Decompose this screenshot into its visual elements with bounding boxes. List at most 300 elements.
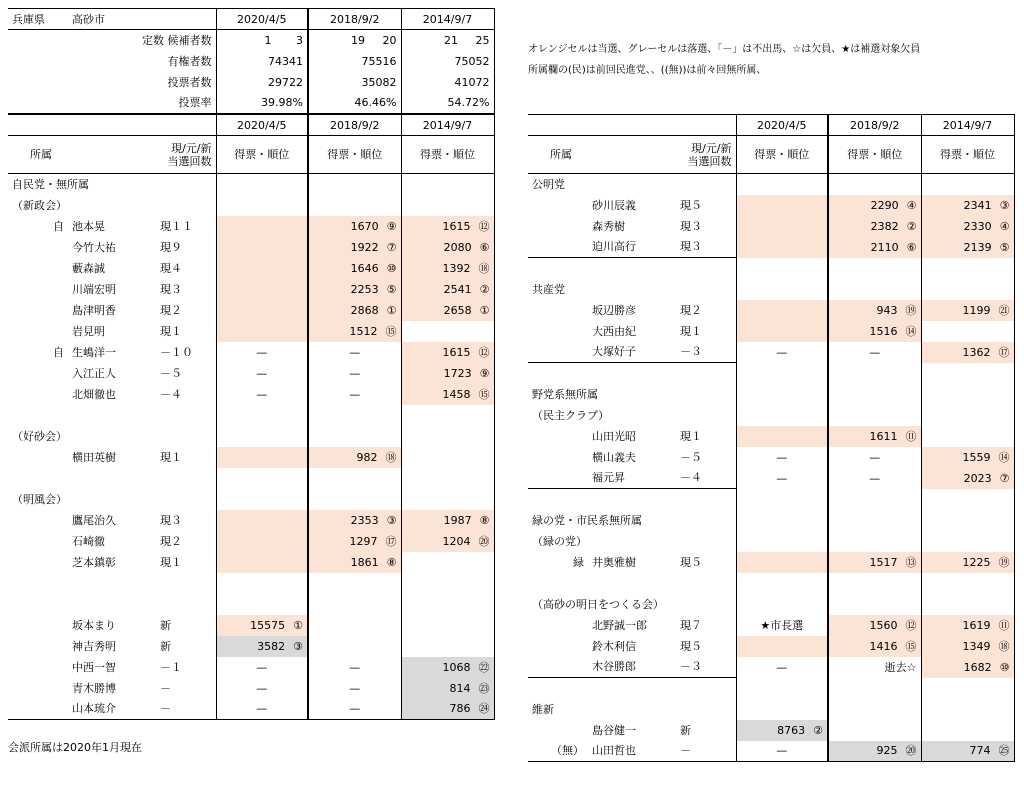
vote-cell <box>921 258 1014 279</box>
vote-cell <box>736 195 828 216</box>
vote-cell <box>308 615 401 636</box>
blank-row <box>528 489 1014 510</box>
candidate-name: 入江正人 <box>72 366 116 380</box>
vote-count: 786 <box>449 702 471 716</box>
rank-badge: ⑥ <box>479 240 490 254</box>
vote-cell <box>736 552 828 573</box>
candidate-status: 現１ <box>680 429 702 443</box>
summary-value: 21 25 <box>401 30 494 51</box>
candidate-prefix <box>8 531 68 552</box>
blank-row <box>528 258 1014 279</box>
candidate-row <box>528 720 1014 741</box>
vote-cell: — <box>216 363 308 384</box>
candidate-prefix <box>528 615 588 636</box>
vote-cell <box>921 489 1014 510</box>
vote-cell <box>921 720 1014 741</box>
vote-count: 2080 <box>443 240 472 254</box>
vote-count: 1349 <box>962 639 991 653</box>
candidate-prefix <box>8 657 68 678</box>
candidate-row <box>8 363 494 384</box>
candidate-row <box>528 636 1014 657</box>
vote-count: 1987 <box>443 513 472 527</box>
candidate-row <box>8 636 494 657</box>
vote-cell: — <box>216 384 308 405</box>
candidate-name: 中西一智 <box>72 660 116 674</box>
vote-cell: — <box>828 468 921 489</box>
candidate-row <box>528 552 1014 573</box>
candidate-status: 現９ <box>160 240 182 254</box>
vote-cell <box>216 174 308 195</box>
group-label: （高砂の明日をつくる会） <box>532 597 664 611</box>
vote-cell <box>216 636 308 657</box>
votes-header: 得票・順位 <box>308 136 401 174</box>
vote-cell <box>401 216 494 237</box>
summary-value: 46.46% <box>308 93 401 114</box>
vote-cell <box>736 363 828 384</box>
candidate-name: 石崎徹 <box>72 534 105 548</box>
vote-cell <box>401 573 494 594</box>
candidate-status: 現１ <box>160 555 182 569</box>
vote-count: 982 <box>356 450 378 464</box>
candidate-prefix <box>8 279 68 300</box>
rank-badge: ⑥ <box>906 240 917 254</box>
candidate-name: 川端宏明 <box>72 282 116 296</box>
candidate-status: 現５ <box>680 198 702 212</box>
votes-header: 得票・順位 <box>216 136 308 174</box>
candidate-name: 鈴木利信 <box>592 639 636 653</box>
candidate-prefix <box>528 447 588 468</box>
candidate-status: 現３ <box>160 282 182 296</box>
affil-header: 所属 <box>528 136 588 174</box>
vote-cell <box>308 279 401 300</box>
vote-count: 1512 <box>349 324 378 338</box>
candidate-prefix <box>8 615 68 636</box>
summary-value: 54.72% <box>401 93 494 114</box>
vote-cell <box>308 447 401 468</box>
vote-cell <box>828 216 921 237</box>
vote-cell <box>921 195 1014 216</box>
candidate-prefix: 自 <box>53 219 64 233</box>
candidate-name: 大塚好子 <box>592 345 636 359</box>
vote-cell: — <box>308 657 401 678</box>
vote-cell <box>216 258 308 279</box>
candidate-prefix <box>528 468 588 489</box>
vote-cell <box>216 279 308 300</box>
candidate-prefix <box>8 300 68 321</box>
vote-cell <box>736 216 828 237</box>
results-table-left <box>8 114 495 720</box>
votes-header: 得票・順位 <box>736 136 828 174</box>
rank-badge: ③ <box>999 198 1010 212</box>
vote-count: 2341 <box>963 198 992 212</box>
candidate-row <box>8 447 494 468</box>
vote-count: 1922 <box>350 240 379 254</box>
header-cell <box>68 115 156 136</box>
vote-cell <box>216 594 308 615</box>
vote-cell: — <box>308 342 401 363</box>
blank-cell <box>528 258 736 279</box>
candidate-status: 現５ <box>680 639 702 653</box>
candidate-name: 坂辺勝彦 <box>592 303 636 317</box>
vote-cell <box>401 447 494 468</box>
group-row <box>8 195 494 216</box>
rank-badge: ⑬ <box>905 555 917 569</box>
vote-cell <box>921 510 1014 531</box>
vote-cell <box>308 552 401 573</box>
vote-cell <box>308 195 401 216</box>
vote-cell <box>216 405 308 426</box>
rank-badge: ③ <box>293 639 303 653</box>
vote-count: 1723 <box>443 366 472 380</box>
group-label: 自民党・無所属 <box>12 177 89 191</box>
candidate-prefix <box>8 699 68 720</box>
candidate-name: 神吉秀明 <box>72 639 116 653</box>
vote-count: 1861 <box>350 555 379 569</box>
blank-cell <box>8 468 216 489</box>
vote-cell: — <box>828 342 921 363</box>
vote-count: 1560 <box>869 618 898 632</box>
vote-cell <box>401 342 494 363</box>
vote-cell <box>828 573 921 594</box>
vote-cell: ★市長選 <box>736 615 828 636</box>
candidate-row <box>528 300 1014 321</box>
candidate-status: －３ <box>680 345 702 359</box>
vote-cell <box>736 510 828 531</box>
group-label: 維新 <box>532 702 554 716</box>
candidate-name: 生嶋洋一 <box>72 345 116 359</box>
rank-badge: ㉔ <box>478 702 490 716</box>
candidate-prefix <box>528 342 588 363</box>
vote-cell <box>736 321 828 342</box>
blank-row <box>528 678 1014 699</box>
vote-cell <box>401 489 494 510</box>
candidate-prefix <box>528 195 588 216</box>
vote-cell <box>308 174 401 195</box>
date-header: 2014/9/7 <box>921 115 1014 136</box>
rank-badge: ⑦ <box>386 240 397 254</box>
candidate-name: 森秀樹 <box>592 219 625 233</box>
vote-cell: — <box>216 699 308 720</box>
vote-cell <box>401 552 494 573</box>
summary-value: 35082 <box>308 72 401 93</box>
blank-cell <box>528 489 736 510</box>
blank-cell <box>8 405 216 426</box>
vote-cell <box>401 279 494 300</box>
group-label: （新政会） <box>12 198 67 212</box>
rank-badge: ⑨ <box>479 366 490 380</box>
candidate-row <box>528 321 1014 342</box>
candidate-prefix: 緑 <box>573 555 584 569</box>
candidate-row <box>8 615 494 636</box>
date-2014: 2014/9/7 <box>401 9 494 30</box>
candidate-row <box>8 531 494 552</box>
vote-cell <box>308 405 401 426</box>
rank-badge: ⑩ <box>386 261 397 275</box>
rank-badge: ⑤ <box>386 282 397 296</box>
rank-badge: ㉓ <box>478 681 490 695</box>
vote-cell <box>921 552 1014 573</box>
vote-cell: — <box>736 468 828 489</box>
vote-cell <box>921 216 1014 237</box>
group-label: 野党系無所属 <box>532 387 598 401</box>
vote-cell <box>401 531 494 552</box>
summary-value: 19 20 <box>308 30 401 51</box>
header-row-labels <box>8 136 494 174</box>
vote-count: 1225 <box>962 555 991 569</box>
rank-badge: ⑱ <box>998 639 1010 653</box>
date-header: 2020/4/5 <box>736 115 828 136</box>
legend-note: オレンジセルは当選、グレーセルは落選、「－」は不出馬、☆は欠員、★は補選対象欠員 <box>528 44 921 55</box>
summary-label: 有権者数 <box>167 54 212 68</box>
vote-cell <box>921 174 1014 195</box>
vote-cell <box>921 447 1014 468</box>
vote-cell <box>216 237 308 258</box>
summary-value: 1 3 <box>216 30 308 51</box>
vote-cell: — <box>308 363 401 384</box>
candidate-prefix <box>528 300 588 321</box>
vote-count: 1458 <box>442 387 471 401</box>
vote-count: 1516 <box>869 324 898 338</box>
candidate-status: 現１１ <box>160 219 193 233</box>
blank-cell <box>8 594 216 615</box>
vote-count: 3582 <box>257 639 286 653</box>
vote-cell: — <box>308 384 401 405</box>
vote-cell: — <box>736 741 828 762</box>
candidate-status: －５ <box>680 450 702 464</box>
summary-value: 74341 <box>216 51 308 72</box>
rank-badge: ㉕ <box>998 744 1010 758</box>
results-table-right <box>528 114 1015 762</box>
candidate-row <box>8 237 494 258</box>
vote-cell <box>736 426 828 447</box>
candidate-row <box>528 426 1014 447</box>
summary-value: 75052 <box>401 51 494 72</box>
vote-cell <box>401 699 494 720</box>
vote-cell <box>308 426 401 447</box>
candidate-name: 青木勝博 <box>72 681 116 695</box>
candidate-row <box>8 699 494 720</box>
rank-badge: ① <box>479 303 490 317</box>
blank-row <box>8 594 494 615</box>
rank-badge: ③ <box>386 513 397 527</box>
header-row-labels <box>528 136 1014 174</box>
candidate-row <box>8 300 494 321</box>
candidate-status: 現７ <box>680 618 702 632</box>
legend-note: 所属欄の(民)は前回民進党、、((無))は前々回無所属、 <box>528 65 767 76</box>
vote-cell <box>401 321 494 342</box>
vote-cell: — <box>736 447 828 468</box>
candidate-status: 現２ <box>680 303 702 317</box>
group-row <box>528 279 1014 300</box>
vote-cell <box>216 426 308 447</box>
status-header: 現/元/新 当選回数 <box>156 136 216 174</box>
vote-cell <box>308 216 401 237</box>
vote-cell <box>828 678 921 699</box>
vote-cell <box>828 594 921 615</box>
candidate-prefix <box>528 237 588 258</box>
vote-count: 1416 <box>869 639 898 653</box>
candidate-row <box>8 342 494 363</box>
candidate-status: －１０ <box>160 345 193 359</box>
vote-count: 1611 <box>869 429 898 443</box>
vote-cell <box>216 216 308 237</box>
vote-cell <box>216 300 308 321</box>
candidate-status: 現１ <box>680 324 702 338</box>
vote-count: 1362 <box>962 345 991 359</box>
header-cell <box>588 115 676 136</box>
vote-cell <box>401 657 494 678</box>
vote-cell <box>308 594 401 615</box>
blank-cell <box>8 573 216 594</box>
vote-cell: — <box>216 678 308 699</box>
rank-badge: ⑫ <box>905 618 917 632</box>
vote-cell <box>216 489 308 510</box>
candidate-row <box>8 657 494 678</box>
rank-badge: ④ <box>906 198 917 212</box>
summary-label: 投票率 <box>68 93 216 114</box>
rank-badge: ⑦ <box>999 471 1010 485</box>
group-row <box>528 174 1014 195</box>
candidate-name: 芝本鎮彰 <box>72 555 116 569</box>
vote-cell <box>828 258 921 279</box>
vote-cell <box>828 384 921 405</box>
vote-count: 1517 <box>869 555 898 569</box>
vote-cell <box>401 384 494 405</box>
vote-cell: — <box>828 447 921 468</box>
candidate-row <box>8 321 494 342</box>
candidate-prefix: 自 <box>53 345 64 359</box>
rank-badge: ⑧ <box>386 555 397 569</box>
votes-header: 得票・順位 <box>828 136 921 174</box>
vote-cell <box>921 426 1014 447</box>
vote-cell <box>921 615 1014 636</box>
vote-count: 1646 <box>350 261 379 275</box>
rank-badge: ⑳ <box>905 744 917 758</box>
group-row <box>8 426 494 447</box>
rank-badge: ② <box>906 219 917 233</box>
vote-cell <box>308 573 401 594</box>
candidate-name: 福元昇 <box>592 471 625 485</box>
candidate-row <box>528 342 1014 363</box>
vote-cell <box>736 678 828 699</box>
vote-cell <box>828 363 921 384</box>
candidate-prefix <box>8 510 68 531</box>
candidate-status: 現１ <box>160 324 182 338</box>
candidate-row <box>528 216 1014 237</box>
rank-badge: ⑪ <box>998 618 1010 632</box>
vote-cell <box>921 279 1014 300</box>
rank-badge: ② <box>813 723 823 737</box>
vote-count: 1559 <box>962 450 991 464</box>
candidate-name: 北畑徹也 <box>72 387 116 401</box>
candidate-status: 現３ <box>160 513 182 527</box>
candidate-row <box>8 384 494 405</box>
vote-cell <box>216 615 308 636</box>
vote-count: 774 <box>969 744 991 758</box>
candidate-name: 井奥雅樹 <box>592 555 636 569</box>
candidate-name: 坂本まり <box>72 618 116 632</box>
vote-count: 8763 <box>777 723 806 737</box>
candidate-prefix <box>8 552 68 573</box>
vote-cell <box>828 321 921 342</box>
candidate-status: －１ <box>160 660 182 674</box>
vote-cell <box>308 636 401 657</box>
date-header: 2018/9/2 <box>828 115 921 136</box>
vote-count: 2023 <box>963 471 992 485</box>
summary-label: 投票者数 <box>167 75 212 89</box>
header-cell <box>68 136 156 174</box>
vote-cell <box>921 699 1014 720</box>
vote-cell <box>828 237 921 258</box>
vote-cell: — <box>216 342 308 363</box>
vote-count: 2541 <box>443 282 472 296</box>
blank-row <box>8 573 494 594</box>
candidate-status: 新 <box>680 723 691 737</box>
vote-count: 1392 <box>442 261 471 275</box>
vote-cell <box>308 237 401 258</box>
vote-cell <box>828 279 921 300</box>
candidate-prefix <box>8 363 68 384</box>
candidate-row <box>528 195 1014 216</box>
group-row <box>528 405 1014 426</box>
date-2018: 2018/9/2 <box>308 9 401 30</box>
vote-cell <box>216 573 308 594</box>
vote-cell <box>736 384 828 405</box>
vote-cell <box>921 384 1014 405</box>
rank-badge: ⑮ <box>385 324 397 338</box>
group-row <box>528 384 1014 405</box>
group-label: 共産党 <box>532 282 565 296</box>
vote-count: 2658 <box>443 303 472 317</box>
candidate-name: 砂川辰義 <box>592 198 636 212</box>
candidate-status: 新 <box>160 639 171 653</box>
group-row <box>8 174 494 195</box>
candidate-row <box>8 678 494 699</box>
candidate-prefix <box>528 216 588 237</box>
vote-count: 943 <box>876 303 898 317</box>
candidate-prefix <box>528 657 588 678</box>
vote-cell <box>308 300 401 321</box>
rank-badge: ⑧ <box>479 513 490 527</box>
vote-count: 1199 <box>962 303 991 317</box>
vote-cell <box>401 300 494 321</box>
candidate-status: 現４ <box>160 261 182 275</box>
vote-count: 2353 <box>350 513 379 527</box>
vote-cell <box>828 552 921 573</box>
header-row-dates <box>528 115 1014 136</box>
rank-badge: ⑲ <box>905 303 917 317</box>
summary-value: 29722 <box>216 72 308 93</box>
footnote: 会派所属は2020年1月現在 <box>8 741 142 754</box>
group-label: （緑の党） <box>532 534 587 548</box>
candidate-row <box>528 741 1014 762</box>
candidate-prefix: （無） <box>528 741 588 762</box>
vote-cell <box>401 636 494 657</box>
header-cell <box>528 115 588 136</box>
candidate-status: － <box>160 681 171 695</box>
vote-cell <box>828 195 921 216</box>
vote-cell <box>401 237 494 258</box>
rank-badge: ⑭ <box>905 324 917 338</box>
vote-cell <box>736 279 828 300</box>
vote-cell <box>216 510 308 531</box>
blank-cell <box>528 573 736 594</box>
vote-cell <box>921 573 1014 594</box>
candidate-name: 今竹大祐 <box>72 240 116 254</box>
vote-cell <box>401 174 494 195</box>
vote-cell <box>401 678 494 699</box>
candidate-row <box>8 258 494 279</box>
